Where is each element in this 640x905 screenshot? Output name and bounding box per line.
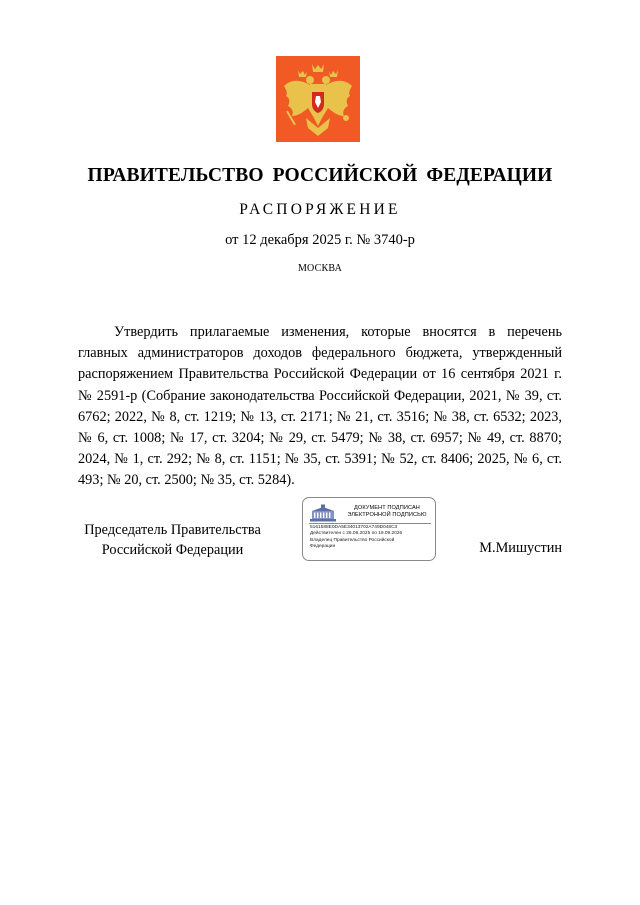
electronic-signature-stamp (302, 497, 436, 561)
stamp-owner-line1: Владелец Правительство Российской (310, 537, 395, 543)
government-building-icon (309, 504, 337, 522)
stamp-title-line1: ДОКУМЕНТ ПОДПИСАН (354, 505, 420, 511)
stamp-title-line2: ЭЛЕКТРОННОЙ ПОДПИСЬЮ (347, 512, 427, 518)
signer-position (70, 520, 275, 560)
signer-position-line1: Председатель Правительства (84, 522, 261, 538)
document-city: МОСКВА (297, 263, 343, 274)
coat-of-arms-icon (276, 56, 360, 142)
document-date-number: от 12 декабря 2025 г. № 3740-р (225, 232, 415, 248)
order-text: Утвердить прилагаемые изменения, которые вносятся в перечень главных администраторов доходов федерального бюджета, утвержденный распоряжением Правительства Российской Федерации от 16 сентября 2021 г. № 2591-р (Собрание законодательства Российской Федерации, 2021, № 39, ст. 6762; 2022, № 8, ст. 1219; № 13, ст. 2171; № 21, ст. 3516; № 38, ст. 6532; 2023, № 6, ст. 1008; № 17, ст. 3204; № 29, ст. 5479; № 38, ст. 6957; № 49, ст. 8870; 2024, № 1, ст. 292; № 8, ст. 1151; № 35, ст. 5391; № 52, ст. 8406; 2025, № 6, ст. 493; № 20, ст. 2500; № 35, ст. 5284). (78, 324, 562, 489)
stamp-owner-line2: Федерации (310, 544, 336, 550)
signer-name: М.Мишустин (479, 540, 562, 556)
stamp-divider (309, 523, 431, 524)
stamp-certificate: 5161588E0DA5E34013702A749D048C3 (310, 525, 398, 530)
stamp-validity: Действителен с 26.06.2025 по 19.09.2026 (310, 531, 403, 537)
stamp-details (310, 525, 432, 551)
document-type: РАСПОРЯЖЕНИЕ (239, 201, 401, 218)
government-title: ПРАВИТЕЛЬСТВО РОССИЙСКОЙ ФЕДЕРАЦИИ (87, 165, 553, 186)
stamp-title (341, 505, 433, 519)
signer-position-line2: Российской Федерации (101, 542, 244, 558)
